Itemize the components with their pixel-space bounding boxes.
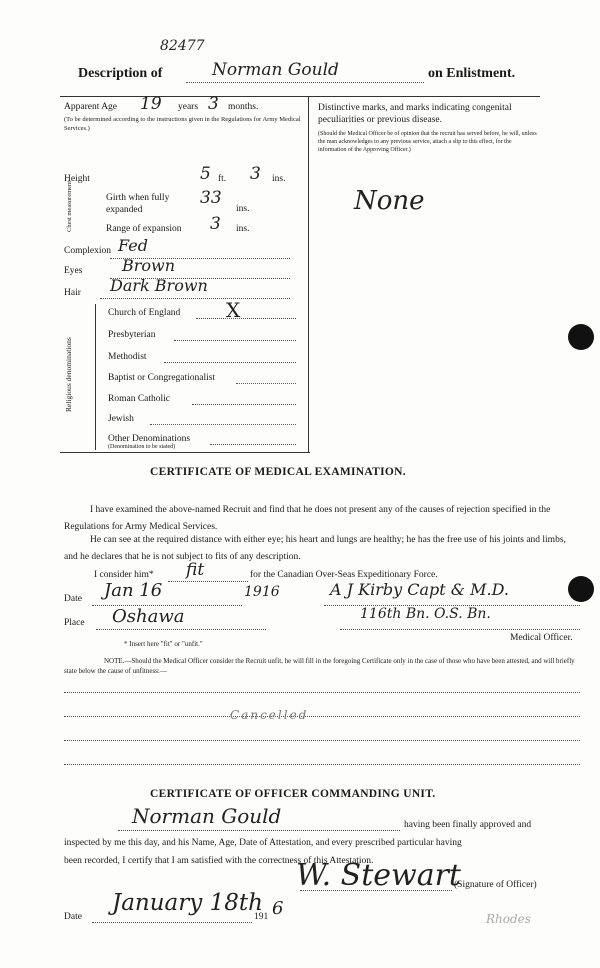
chest-label: Chest measurement <box>66 180 73 232</box>
medical-para-1: I have examined the above-named Recruit and find that he does not present any of the causes of rejection specified in the Regulations for Army Medical Services. <box>64 505 551 532</box>
signature-of-officer-label: (Signature of Officer) <box>454 880 537 890</box>
religion-bracket <box>95 304 96 450</box>
height-feet: 5 <box>200 164 211 184</box>
medical-place-value: Oshawa <box>112 606 185 627</box>
ft-label: ft. <box>218 174 227 184</box>
religion-other-note: (Denomination to be stated) <box>108 444 176 450</box>
religion-label: Religious denominations <box>64 337 73 412</box>
medical-year: 1916 <box>244 584 280 600</box>
religion-roman-catholic: Roman Catholic <box>108 394 171 404</box>
medical-note: NOTE.—Should the Medical Officer consider the Recruit unfit, he will fill in the foregoing Certificate only in the case of those who have been attested, and will briefly state below the cause of unfitness:— <box>64 657 575 675</box>
medical-date-value: Jan 16 <box>104 580 163 601</box>
range-ins-label: ins. <box>236 224 250 234</box>
consider-label: I consider him* <box>94 570 154 580</box>
table-top-rule <box>60 96 540 97</box>
cancelled-stamp: Cancelled <box>230 708 309 722</box>
eyes-value: Brown <box>122 256 176 275</box>
range-label: Range of expansion <box>106 224 182 234</box>
corner-mark: 82477 <box>160 38 205 54</box>
religion-methodist: Methodist <box>108 352 147 362</box>
table-center-rule <box>308 96 309 452</box>
religion-church-of-england: Church of England <box>108 308 181 318</box>
commanding-text-2: inspected by me this day, and his Name, Age, Date of Attestation, and every prescribed particular having <box>64 838 462 848</box>
age-label: Apparent Age <box>64 102 118 112</box>
religion-baptist: Baptist or Congregationalist <box>108 373 216 383</box>
complexion-label: Complexion <box>64 246 111 256</box>
commanding-text-3: been recorded, I certify that I am satisfied with the correctness of this Attestation. <box>64 856 374 866</box>
medical-officer-label: Medical Officer. <box>510 633 573 643</box>
punch-hole-top <box>568 324 594 350</box>
consider-suffix: for the Canadian Over-Seas Expeditionary Force. <box>250 570 438 580</box>
religion-presbyterian: Presbyterian <box>108 330 156 340</box>
height-inches: 3 <box>250 164 261 184</box>
age-note: (To be determined according to the instructions given in the Regulations for Army Medical Services.) <box>64 116 301 132</box>
punch-hole-bottom <box>568 576 594 602</box>
age-months: 3 <box>208 94 219 114</box>
eyes-label: Eyes <box>64 266 83 276</box>
commanding-name: Norman Gould <box>132 804 282 828</box>
years-label: years <box>178 102 199 112</box>
marks-value: None <box>354 186 425 216</box>
recruit-name: Norman Gould <box>212 60 339 80</box>
religion-other: Other Denominations <box>108 434 191 444</box>
commanding-signature: W. Stewart <box>296 858 461 893</box>
girth-value: 33 <box>200 188 222 208</box>
age-years: 19 <box>140 94 162 114</box>
commanding-year-prefix: 191 <box>254 912 269 922</box>
description-title-suffix: on Enlistment. <box>428 66 516 81</box>
description-title-prefix: Description of <box>78 66 163 81</box>
medical-place-label: Place <box>64 618 85 628</box>
religion-jewish: Jewish <box>108 414 134 424</box>
commanding-date-label: Date <box>64 912 82 922</box>
medical-signature: A J Kirby Capt & M.D. <box>330 580 509 599</box>
months-label: months. <box>228 102 259 112</box>
medical-date-label: Date <box>64 594 82 604</box>
height-label: Height <box>64 174 90 184</box>
hair-value: Dark Brown <box>110 276 208 295</box>
commanding-date-value: January 18th <box>112 890 263 916</box>
commanding-title: CERTIFICATE OF OFFICER COMMANDING UNIT. <box>150 788 436 800</box>
consider-value: fit <box>186 560 205 580</box>
marks-note: (Should the Medical Officer be of opinion that the recruit has served before, he will, unless the man acknowledges to any previous service, attach a slip to this effect, for the information of the Approving Officer.) <box>318 131 537 153</box>
girth-label: Girth when fully expanded <box>106 193 170 215</box>
medical-para-2: He can see at the required distance with either eye; his heart and lungs are healthy; he has the free use of his joints and limbs, and he declares that he is not subject to fits of any description. <box>64 535 566 562</box>
marks-label: Distinctive marks, and marks indicating congenital peculiarities or previous disease. <box>318 103 512 125</box>
complexion-value: Fed <box>118 236 148 255</box>
medical-unit: 116th Bn. O.S. Bn. <box>360 606 491 622</box>
religion-mark: X <box>226 298 241 322</box>
range-value: 3 <box>210 214 221 234</box>
girth-ins-label: ins. <box>236 204 250 214</box>
rhodes-stamp: Rhodes <box>486 912 531 926</box>
medical-title: CERTIFICATE OF MEDICAL EXAMINATION. <box>150 466 406 478</box>
table-bottom-rule <box>60 452 310 453</box>
commanding-text-1: having been finally approved and <box>404 820 532 830</box>
ins-label: ins. <box>272 174 286 184</box>
hair-label: Hair <box>64 288 81 298</box>
medical-footnote: * Insert here "fit" or "unfit." <box>124 640 203 648</box>
commanding-year-suffix: 6 <box>272 898 284 919</box>
